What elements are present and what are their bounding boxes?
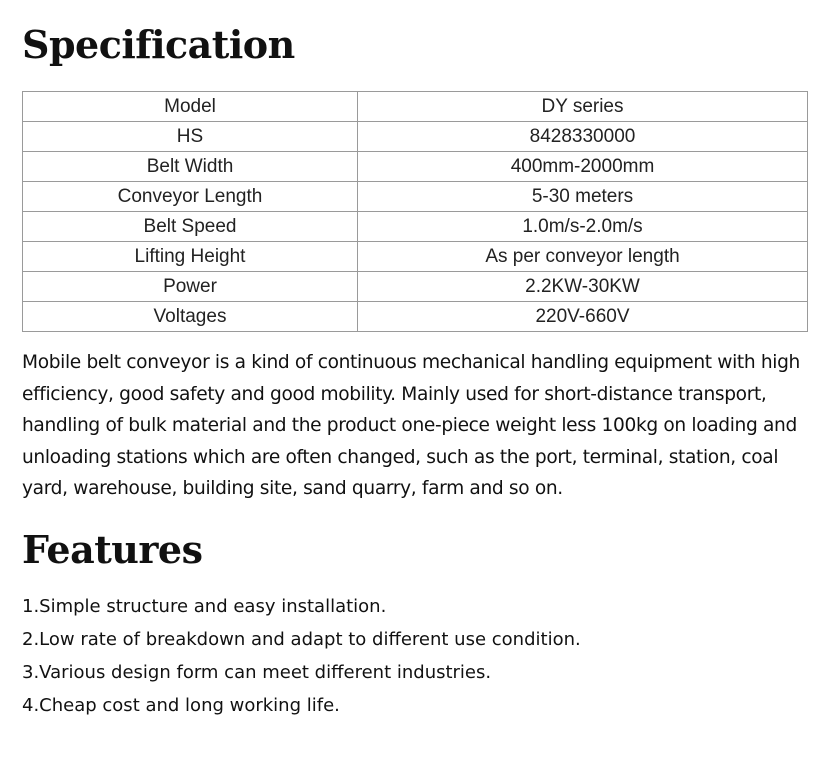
features-heading: Features [22, 527, 203, 572]
features-list [22, 590, 581, 722]
spec-value-cell: As per conveyor length [358, 242, 808, 272]
table-row [23, 182, 808, 212]
spec-label-cell: Conveyor Length [23, 182, 358, 212]
spec-label-cell: Power [23, 272, 358, 302]
spec-value-cell: 1.0m/s-2.0m/s [358, 212, 808, 242]
spec-label-cell: Model [23, 92, 358, 122]
spec-value-cell: 5-30 meters [358, 182, 808, 212]
feature-item: 4.Cheap cost and long working life. [22, 695, 340, 716]
spec-label-cell: Lifting Height [23, 242, 358, 272]
spec-value-cell: 2.2KW-30KW [358, 272, 808, 302]
description-paragraph: Mobile belt conveyor is a kind of continuous mechanical handling equipment with high efficiency, good safety and good mobility. Mainly used for short-distance transport, handling of bulk material and the product one-piece weight less 100kg on loading and unloading stations which are often changed, such as the port, terminal, station, coal yard, warehouse, building site, sand quarry, farm and so on. [22, 352, 800, 499]
table-row [23, 212, 808, 242]
specification-heading: Specification [22, 22, 295, 67]
spec-label-cell: Belt Width [23, 152, 358, 182]
spec-value-cell: DY series [358, 92, 808, 122]
specification-table [22, 91, 808, 332]
table-row [23, 152, 808, 182]
spec-label-cell: Belt Speed [23, 212, 358, 242]
spec-value-cell: 400mm-2000mm [358, 152, 808, 182]
table-row [23, 302, 808, 332]
feature-item: 3.Various design form can meet different industries. [22, 662, 492, 683]
feature-item: 1.Simple structure and easy installation. [22, 596, 387, 617]
spec-value-cell: 220V-660V [358, 302, 808, 332]
table-row [23, 242, 808, 272]
spec-label-cell: Voltages [23, 302, 358, 332]
spec-value-cell: 8428330000 [358, 122, 808, 152]
feature-item: 2.Low rate of breakdown and adapt to different use condition. [22, 629, 581, 650]
table-row [23, 272, 808, 302]
table-row [23, 92, 808, 122]
spec-label-cell: HS [23, 122, 358, 152]
table-row [23, 122, 808, 152]
